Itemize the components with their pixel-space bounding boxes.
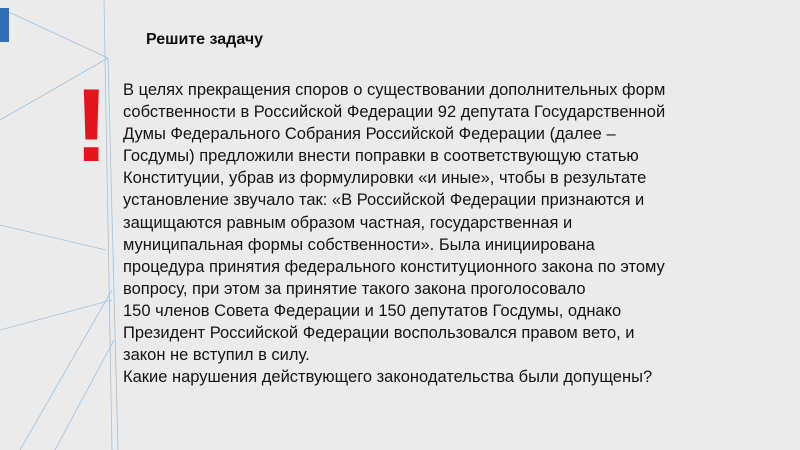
- text-line: муниципальная формы собственности». Была инициирована: [123, 235, 595, 254]
- question-line: Какие нарушения действующего законодательства были допущены?: [123, 368, 653, 387]
- slide-heading: Решите задачу: [146, 31, 264, 48]
- text-line: вопросу, при этом за принятие такого закона проголосовало: [123, 279, 586, 298]
- task-text: [123, 79, 795, 388]
- text-line: защищаются равным образом частная, государственная и: [123, 213, 573, 232]
- text-line: В целях прекращения споров о существовании дополнительных форм: [123, 81, 666, 99]
- text-line: закон не вступил в силу.: [123, 346, 310, 365]
- text-line: Конституции, убрав из формулировки «и иные», чтобы в результате: [123, 169, 647, 188]
- text-line: установление звучало так: «В Российской Федерации признаются и: [123, 191, 645, 210]
- text-line: собственности в Российской Федерации 92 депутата Государственной: [123, 103, 666, 122]
- exclamation-mark: !: [74, 68, 109, 184]
- text-line: 150 членов Совета Федерации и 150 депутатов Госдумы, однако: [123, 301, 622, 320]
- text-line: Президент Российской Федерации воспользовался правом вето, и: [123, 324, 635, 343]
- text-line: процедура принятия федерального конституционного закона по этому: [123, 257, 665, 276]
- accent-bar: [0, 8, 9, 42]
- text-line: Думы Федерального Собрания Российской Федерации (далее –: [123, 125, 616, 144]
- text-line: Госдумы) предложили внести поправки в соответствующую статью: [123, 147, 639, 166]
